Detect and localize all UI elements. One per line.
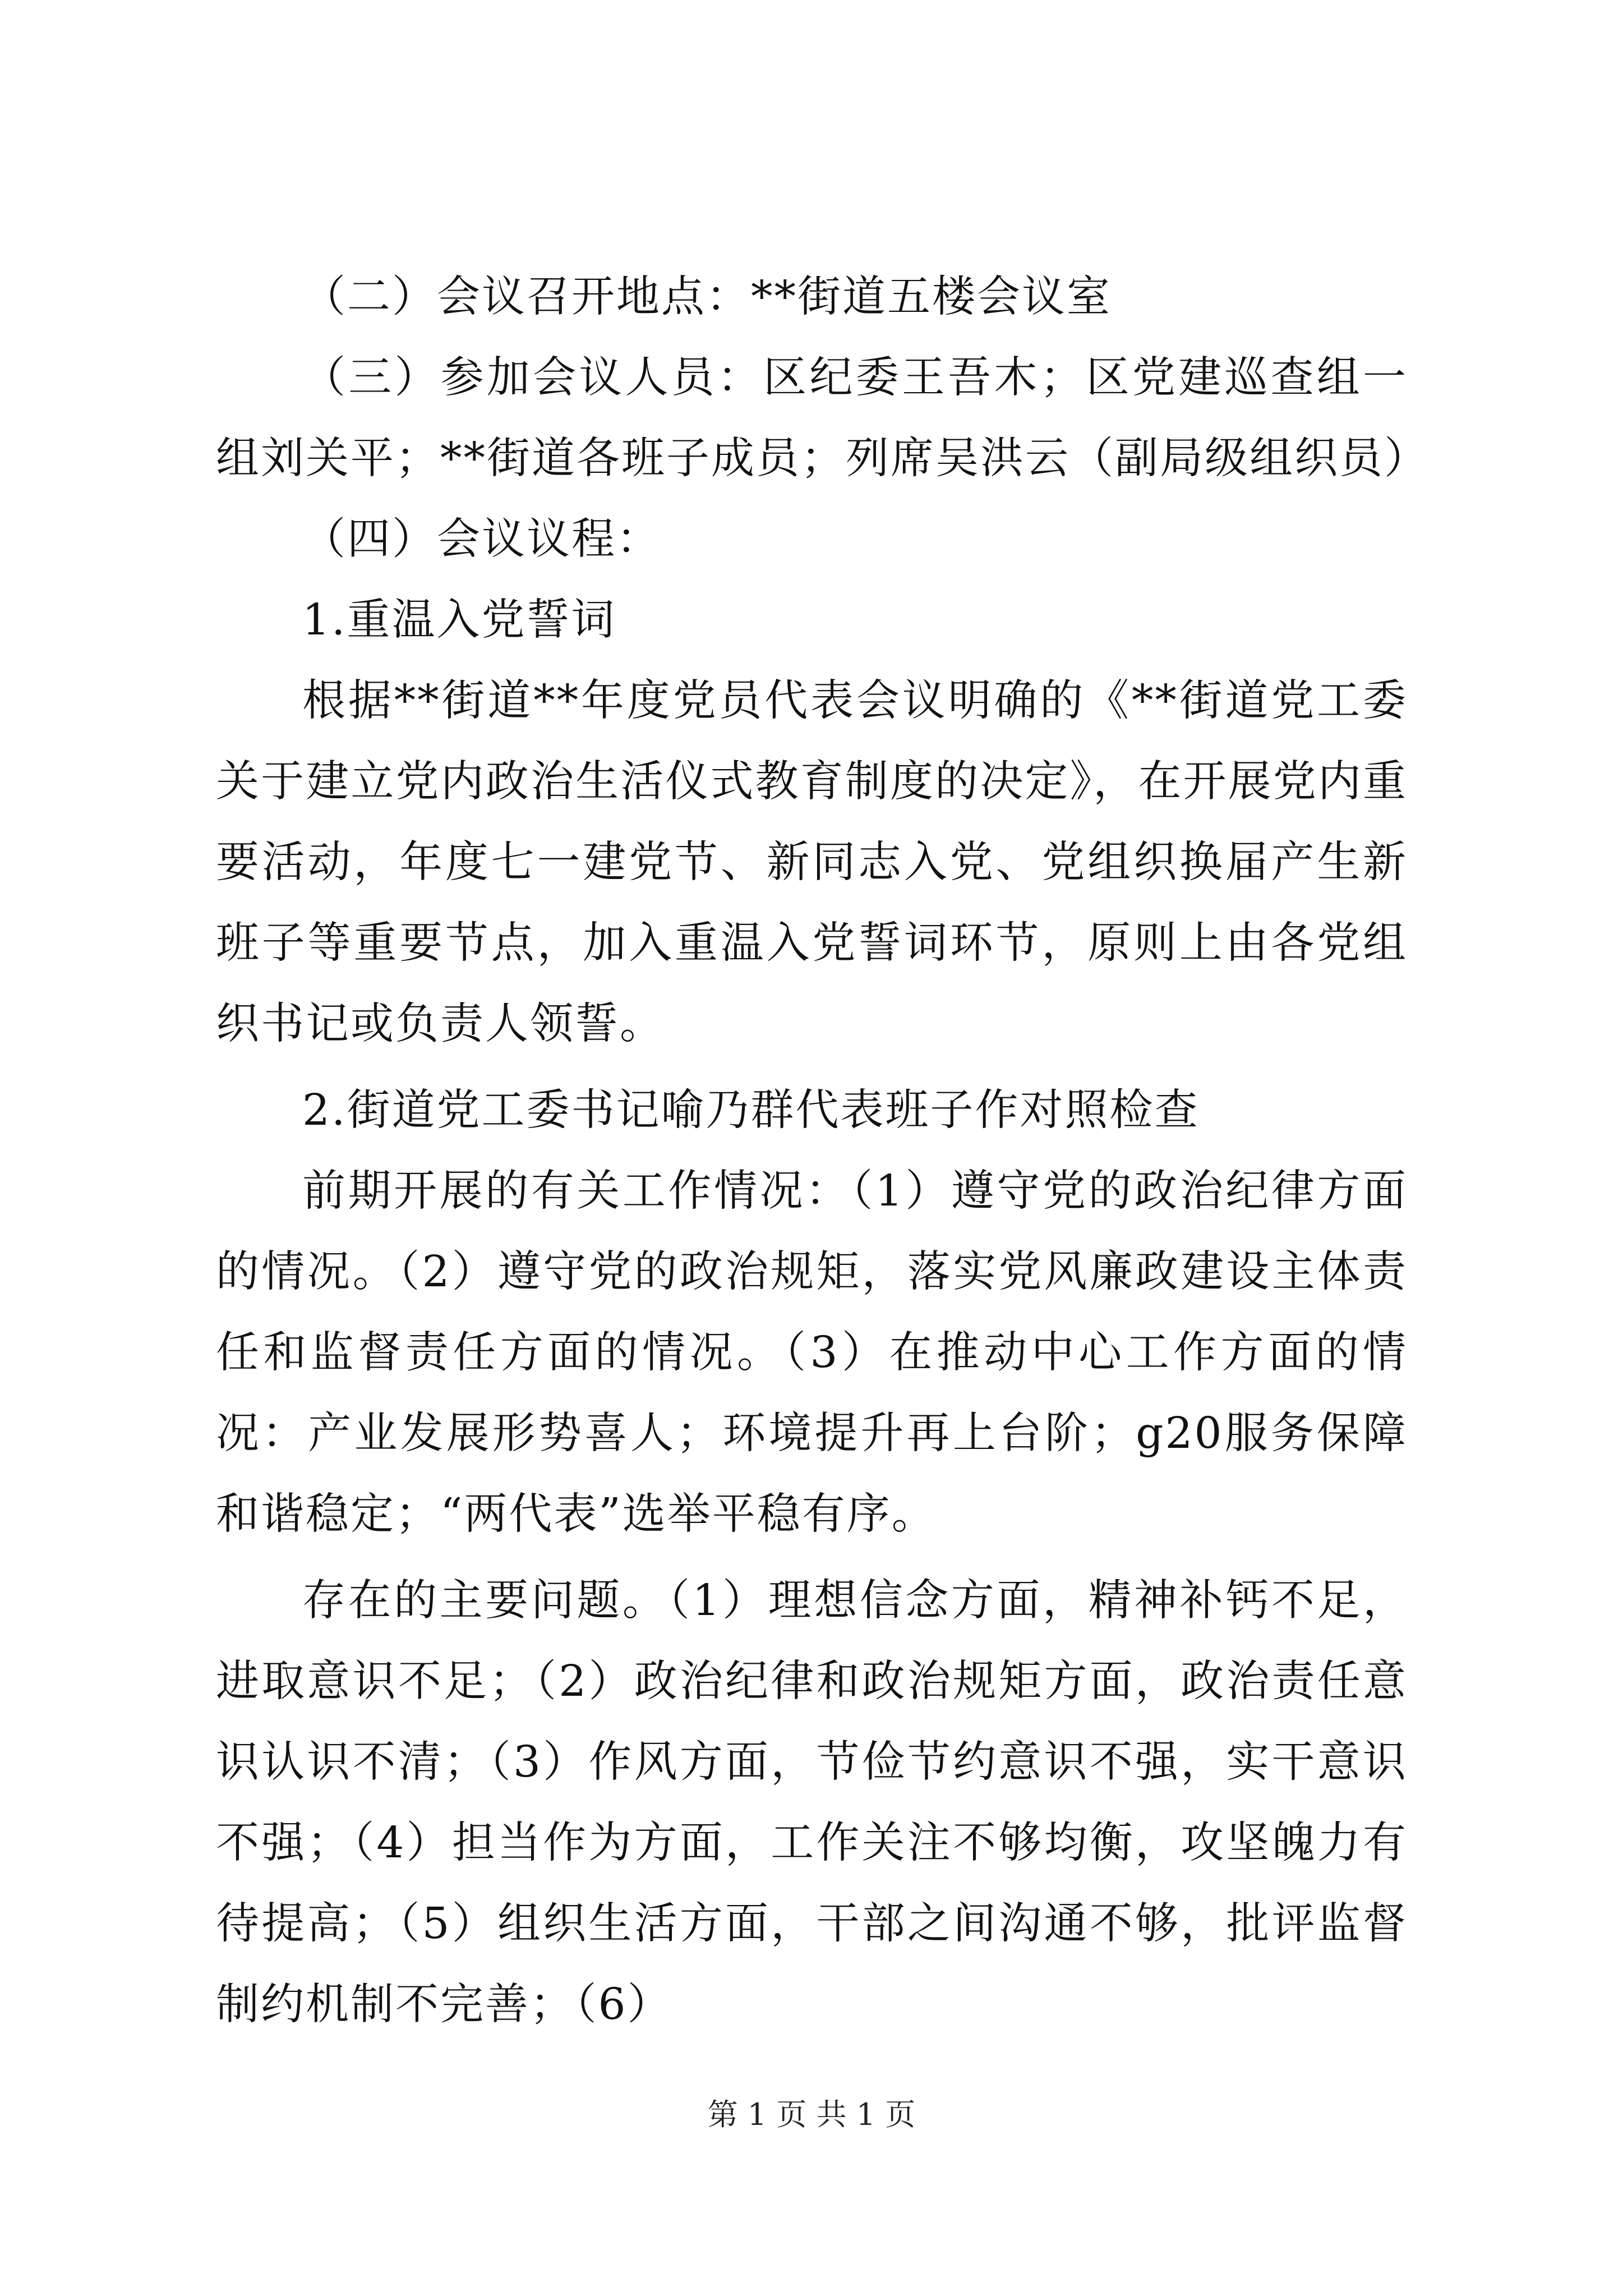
paragraph-attendees: （三）参加会议人员：区纪委王吾木；区党建巡查组一组刘关平；**街道各班子成员；列席吴洪云（副局级组织员） bbox=[216, 353, 1429, 484]
document-body bbox=[216, 257, 1429, 2045]
paragraph-oath-description: 根据**街道**年度党员代表会议明确的《**街道党工委关于建立党内政治生活仪式教育制度的决定》，在开展党内重要活动，年度七一建党节、新同志入党、党组织换届产生新班子等重要节点，加入重温入党誓词环节，原则上由各党组织书记或负责人领誓。 bbox=[216, 676, 1408, 1049]
paragraph-main-problems: 存在的主要问题。（1）理想信念方面，精神补钙不足，进取意识不足；（2）政治纪律和政治规矩方面，政治责任意识认识不清；（3）作风方面，节俭节约意识不强，实干意识不强；（4）担当作为方面，工作关注不够均衡，攻坚魄力有待提高；（5）组织生活方面，干部之间沟通不够，批评监督制约机制不完善；（6） bbox=[216, 1576, 1408, 2030]
paragraph-work-situation: 前期开展的有关工作情况：（1）遵守党的政治纪律方面的情况。（2）遵守党的政治规矩，落实党风廉政建设主体责任和监督责任方面的情况。（3）在推动中心工作方面的情况：产业发展形势喜人；环境提升再上台阶；g20服务保障和谐稳定；“两代表”选举平稳有序。 bbox=[216, 1166, 1408, 1539]
paragraph-agenda-item-1: 1.重温入党誓词 bbox=[302, 595, 616, 645]
paragraph-agenda-heading: （四）会议议程： bbox=[302, 514, 661, 564]
page-footer: 第 1 页 共 1 页 bbox=[707, 2097, 916, 2132]
paragraph-agenda-item-2: 2.街道党工委书记喻乃群代表班子作对照检查 bbox=[302, 1085, 1200, 1135]
paragraph-meeting-location: （二）会议召开地点：**街道五楼会议室 bbox=[302, 272, 1112, 322]
